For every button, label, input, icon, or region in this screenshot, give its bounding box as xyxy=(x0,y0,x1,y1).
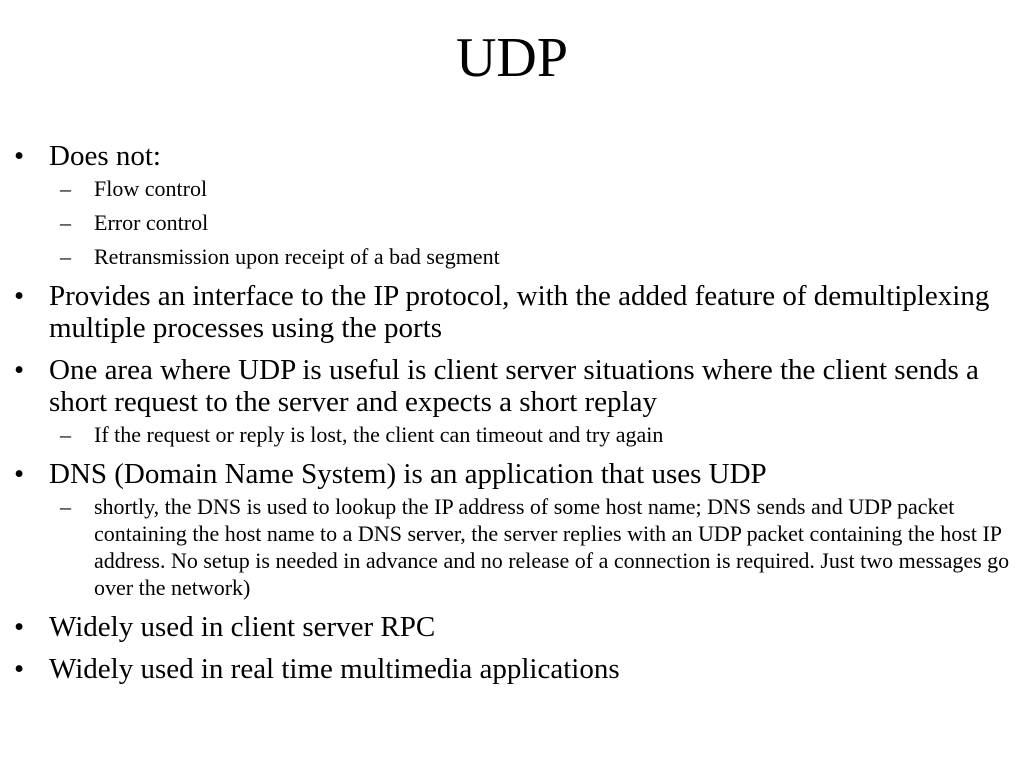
bullet-marker: • xyxy=(14,354,25,386)
sub-bullet-text: shortly, the DNS is used to lookup the IP address of some host name; DNS sends and UDP packet containing the host name to a DNS server, the server replies with an UDP packet containing the host IP address. No setup is needed in advance and no release of a connection is required. Just two messages go over the network) xyxy=(94,494,1010,600)
sub-bullet-text: Flow control xyxy=(94,176,208,201)
sub-bullet-item xyxy=(10,175,1020,202)
sub-bullet-text: If the request or reply is lost, the client can timeout and try again xyxy=(94,422,664,447)
sub-bullet-list xyxy=(10,421,1020,448)
sub-bullet-item xyxy=(10,421,1020,448)
bullet-text: Widely used in real time multimedia applications xyxy=(49,653,620,685)
bullet-text: One area where UDP is useful is client server situations where the client sends a short request to the server and expects a short replay xyxy=(49,354,979,418)
bullet-marker: • xyxy=(14,458,25,490)
bullet-text: Provides an interface to the IP protocol, with the added feature of demultiplexing multiple processes using the ports xyxy=(49,280,990,344)
sub-bullet-item xyxy=(10,243,1020,270)
bullet-marker: • xyxy=(14,653,25,685)
bullet-item xyxy=(10,354,1020,418)
sub-bullet-marker: – xyxy=(60,244,71,269)
bullet-item xyxy=(10,653,1020,685)
bullet-text: Does not: xyxy=(49,140,161,172)
slide-content xyxy=(10,140,1020,695)
bullet-text: DNS (Domain Name System) is an application that uses UDP xyxy=(49,458,767,490)
sub-bullet-text: Retransmission upon receipt of a bad segment xyxy=(94,244,500,269)
sub-bullet-marker: – xyxy=(60,422,71,447)
bullet-item xyxy=(10,611,1020,643)
bullet-item xyxy=(10,458,1020,490)
sub-bullet-text: Error control xyxy=(94,210,209,235)
sub-bullet-item xyxy=(10,209,1020,236)
slide-title: UDP xyxy=(455,27,569,89)
bullet-marker: • xyxy=(14,140,25,172)
bullet-item xyxy=(10,140,1020,172)
sub-bullet-marker: – xyxy=(60,494,71,519)
bullet-marker: • xyxy=(14,611,25,643)
sub-bullet-marker: – xyxy=(60,176,71,201)
sub-bullet-list xyxy=(10,493,1020,601)
bullet-item xyxy=(10,280,1020,344)
bullet-marker: • xyxy=(14,280,25,312)
sub-bullet-list xyxy=(10,175,1020,270)
sub-bullet-item xyxy=(10,493,1020,601)
sub-bullet-marker: – xyxy=(60,210,71,235)
bullet-text: Widely used in client server RPC xyxy=(49,611,436,643)
